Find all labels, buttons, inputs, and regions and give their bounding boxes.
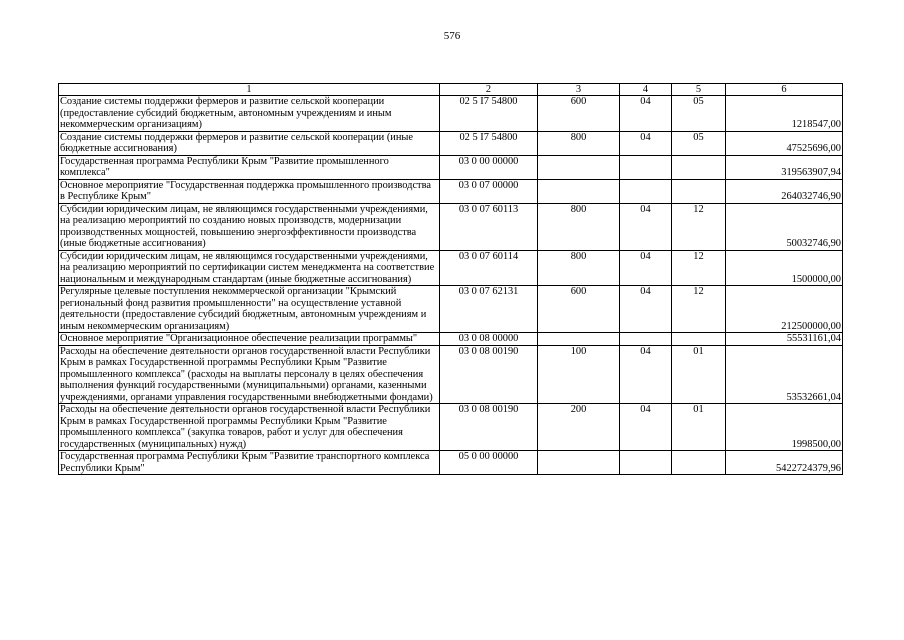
row-subsection-cell: 12 bbox=[672, 203, 726, 250]
row-amount-cell: 53532661,04 bbox=[726, 345, 843, 404]
row-section-cell bbox=[620, 451, 672, 475]
row-expense-type-cell bbox=[538, 451, 620, 475]
table-row bbox=[59, 131, 843, 155]
row-subsection-cell: 05 bbox=[672, 131, 726, 155]
table-row bbox=[59, 333, 843, 346]
row-name-cell: Государственная программа Республики Крым "Развитие транспортного комплекса Республики Крым" bbox=[59, 451, 440, 475]
table-row bbox=[59, 250, 843, 286]
row-code-cell: 03 0 08 00000 bbox=[440, 333, 538, 346]
column-header-4: 4 bbox=[620, 84, 672, 96]
row-subsection-cell: 01 bbox=[672, 404, 726, 451]
row-section-cell bbox=[620, 179, 672, 203]
row-code-cell: 03 0 08 00190 bbox=[440, 404, 538, 451]
column-header-2: 2 bbox=[440, 84, 538, 96]
row-expense-type-cell: 600 bbox=[538, 286, 620, 333]
row-code-cell: 03 0 07 60113 bbox=[440, 203, 538, 250]
row-amount-cell: 47525696,00 bbox=[726, 131, 843, 155]
row-name-cell: Основное мероприятие "Государственная поддержка промышленного производства в Республике Крым" bbox=[59, 179, 440, 203]
row-section-cell: 04 bbox=[620, 131, 672, 155]
row-name-cell: Расходы на обеспечение деятельности органов государственной власти Республики Крым в рамках Государственной программы Республики Крым "Развитие промышленного комплекса" (закупка товаров, работ и услуг для обеспечения государственных (муниципальных) нужд) bbox=[59, 404, 440, 451]
row-section-cell bbox=[620, 155, 672, 179]
row-subsection-cell: 01 bbox=[672, 345, 726, 404]
row-expense-type-cell: 100 bbox=[538, 345, 620, 404]
row-expense-type-cell: 600 bbox=[538, 96, 620, 132]
row-code-cell: 05 0 00 00000 bbox=[440, 451, 538, 475]
column-header-3: 3 bbox=[538, 84, 620, 96]
row-subsection-cell: 12 bbox=[672, 250, 726, 286]
column-header-5: 5 bbox=[672, 84, 726, 96]
table-row bbox=[59, 203, 843, 250]
row-amount-cell: 50032746,90 bbox=[726, 203, 843, 250]
row-section-cell: 04 bbox=[620, 404, 672, 451]
budget-table bbox=[58, 83, 843, 475]
row-amount-cell: 264032746,90 bbox=[726, 179, 843, 203]
row-code-cell: 03 0 08 00190 bbox=[440, 345, 538, 404]
row-subsection-cell bbox=[672, 179, 726, 203]
row-subsection-cell bbox=[672, 333, 726, 346]
table-row bbox=[59, 179, 843, 203]
column-header-6: 6 bbox=[726, 84, 843, 96]
table-row bbox=[59, 96, 843, 132]
row-section-cell: 04 bbox=[620, 203, 672, 250]
row-amount-cell: 1218547,00 bbox=[726, 96, 843, 132]
table-row bbox=[59, 451, 843, 475]
row-code-cell: 03 0 00 00000 bbox=[440, 155, 538, 179]
row-name-cell: Создание системы поддержки фермеров и развитие сельской кооперации (иные бюджетные ассигнования) bbox=[59, 131, 440, 155]
row-section-cell: 04 bbox=[620, 96, 672, 132]
row-name-cell: Государственная программа Республики Крым "Развитие промышленного комплекса" bbox=[59, 155, 440, 179]
row-amount-cell: 1998500,00 bbox=[726, 404, 843, 451]
row-name-cell: Основное мероприятие "Организационное обеспечение реализации программы" bbox=[59, 333, 440, 346]
row-expense-type-cell bbox=[538, 179, 620, 203]
row-name-cell: Субсидии юридическим лицам, не являющимся государственными учреждениями, на реализацию мероприятий по созданию новых производств, модернизации производственных мощностей, повышению энергоэффективности производства (иные бюджетные ассигнования) bbox=[59, 203, 440, 250]
row-expense-type-cell bbox=[538, 155, 620, 179]
page-number: 576 bbox=[443, 30, 461, 42]
row-expense-type-cell: 800 bbox=[538, 131, 620, 155]
row-expense-type-cell: 800 bbox=[538, 203, 620, 250]
row-expense-type-cell: 200 bbox=[538, 404, 620, 451]
row-subsection-cell bbox=[672, 155, 726, 179]
row-section-cell: 04 bbox=[620, 286, 672, 333]
table-row bbox=[59, 286, 843, 333]
row-code-cell: 03 0 07 62131 bbox=[440, 286, 538, 333]
row-amount-cell: 212500000,00 bbox=[726, 286, 843, 333]
row-amount-cell: 5422724379,96 bbox=[726, 451, 843, 475]
row-amount-cell: 55531161,04 bbox=[726, 333, 843, 346]
row-subsection-cell bbox=[672, 451, 726, 475]
row-name-cell: Расходы на обеспечение деятельности органов государственной власти Республики Крым в рамках Государственной программы Республики Крым "Развитие промышленного комплекса" (расходы на выплаты персоналу в целях обеспечения выполнения функций государственными (муниципальными) органами, казенными учреждениями, органами управления государственными внебюджетными фондами) bbox=[59, 345, 440, 404]
row-name-cell: Субсидии юридическим лицам, не являющимся государственными учреждениями, на реализацию мероприятий по сертификации систем менеджмента на соответствие национальным и международным стандартам (иные бюджетные ассигнования) bbox=[59, 250, 440, 286]
table-row bbox=[59, 404, 843, 451]
row-subsection-cell: 05 bbox=[672, 96, 726, 132]
row-name-cell: Регулярные целевые поступления некоммерческой организации "Крымский региональный фонд развития промышленности" на осуществление уставной деятельности (предоставление субсидий бюджетным, автономным учреждениям и иным некоммерческим организациям) bbox=[59, 286, 440, 333]
row-code-cell: 02 5 I7 54800 bbox=[440, 96, 538, 132]
row-amount-cell: 1500000,00 bbox=[726, 250, 843, 286]
table-row bbox=[59, 345, 843, 404]
row-section-cell: 04 bbox=[620, 345, 672, 404]
row-name-cell: Создание системы поддержки фермеров и развитие сельской кооперации (предоставление субсидий бюджетным, автономным учреждениям и иным некоммерческим организациям) bbox=[59, 96, 440, 132]
column-header-1: 1 bbox=[59, 84, 440, 96]
row-expense-type-cell: 800 bbox=[538, 250, 620, 286]
row-amount-cell: 319563907,94 bbox=[726, 155, 843, 179]
row-expense-type-cell bbox=[538, 333, 620, 346]
row-code-cell: 03 0 07 60114 bbox=[440, 250, 538, 286]
row-section-cell: 04 bbox=[620, 250, 672, 286]
row-section-cell bbox=[620, 333, 672, 346]
table-header-row bbox=[59, 84, 843, 96]
row-subsection-cell: 12 bbox=[672, 286, 726, 333]
row-code-cell: 03 0 07 00000 bbox=[440, 179, 538, 203]
table-row bbox=[59, 155, 843, 179]
row-code-cell: 02 5 I7 54800 bbox=[440, 131, 538, 155]
